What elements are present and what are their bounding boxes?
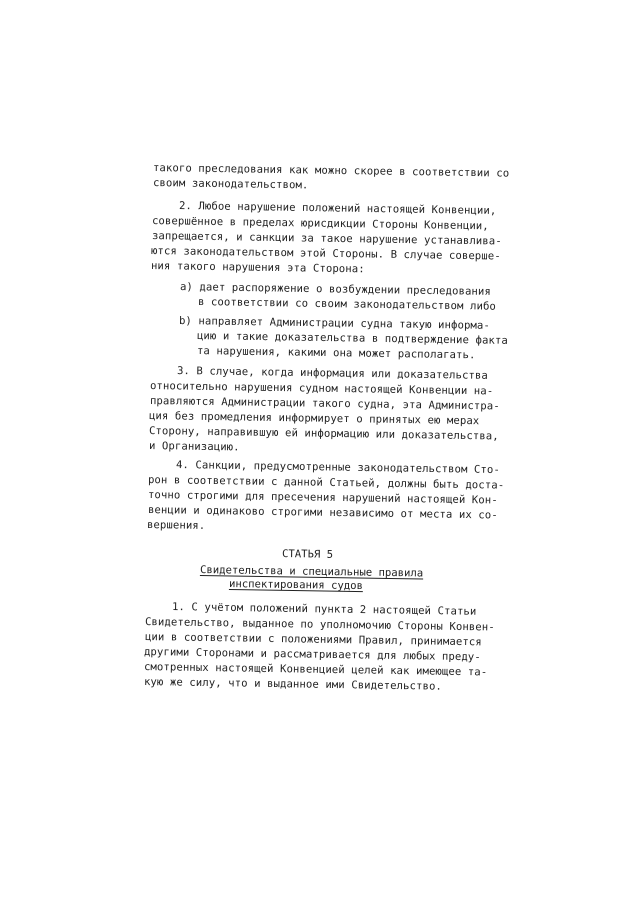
para3-line-5: Сторону, направившую ей информацию или доказательства,	[148, 425, 499, 443]
para5-line-4: другими Сторонами и рассматривается для любых преду-	[143, 646, 481, 664]
para3-line-6: и Организацию.	[148, 440, 240, 454]
para5-line-5: смотренных настоящей Конвенцией целей как имеющее та-	[143, 661, 488, 679]
item-b-line-3: та нарушения, какими она может располагать.	[196, 345, 476, 362]
para2-line-1: 2. Любое нарушение положений настоящей Конвенции,	[178, 200, 497, 217]
para2-line-4: ются законодательством этой Стороны. В случае соверше-	[150, 245, 501, 263]
para4-line-5: вершения.	[146, 519, 206, 532]
para4-line-4: венции и одинаково строгими независимо от места их со-	[147, 504, 498, 522]
article-subtitle-line-2: инспектирования судов	[228, 578, 364, 593]
item-b-line-1: b) направляет Администрации судна такую информа-	[178, 315, 491, 332]
para2-line-2: совершённое в пределах юрисдикции Стороны Конвенции,	[151, 215, 489, 233]
para5-line-3: ции в соответствии с положениями Правил, принимается	[144, 631, 482, 649]
para4-line-3: точно строгими для пресечения нарушений настоящей Кон-	[147, 489, 498, 507]
item-a-line-2: в соответствии со своим законодательством либо	[197, 296, 497, 313]
item-b-line-2: цию и такие доказательства в подтверждение факта	[196, 330, 509, 347]
para3-line-4: ция без промедления информирует о принятых ею мерах	[148, 410, 480, 428]
item-a-line-1: a) дает распоряжение о возбуждении преследования	[179, 281, 492, 298]
para2-line-3: запрещается, и санкции за такое нарушение устанавлива-	[151, 230, 502, 248]
article-subtitle-line-1: Свидетельства и специальные правила	[199, 564, 424, 580]
para3-line-3: правляются Администрации такого судна, эта Администра-	[149, 395, 500, 413]
para3-line-1: 3. В случае, когда информация или доказательства	[176, 365, 489, 382]
para5-line-6: кую же силу, что и выданное ими Свидетельство.	[143, 676, 443, 693]
para1-line-1: такого преследования как можно скорее в соответствии со	[152, 162, 510, 180]
para5-line-1: 1. С учётом положений пункта 2 настоящей Статьи	[171, 601, 477, 618]
article-title: СТАТЬЯ 5	[281, 548, 334, 561]
para5-line-2: Свидетельство, выданное по уполномочию Стороны Конвен-	[144, 616, 495, 634]
para4-line-2: рон в соответствии с данной Статьей, должны быть доста-	[147, 474, 505, 492]
para1-line-2: своим законодательством.	[152, 177, 309, 192]
para3-line-2: относительно нарушения судном настоящей Конвенции на-	[149, 380, 494, 398]
para4-line-1: 4. Санкции, предусмотренные законодательством Сто-	[175, 459, 500, 477]
para2-line-5: ния такого нарушения эта Сторона:	[150, 260, 365, 276]
